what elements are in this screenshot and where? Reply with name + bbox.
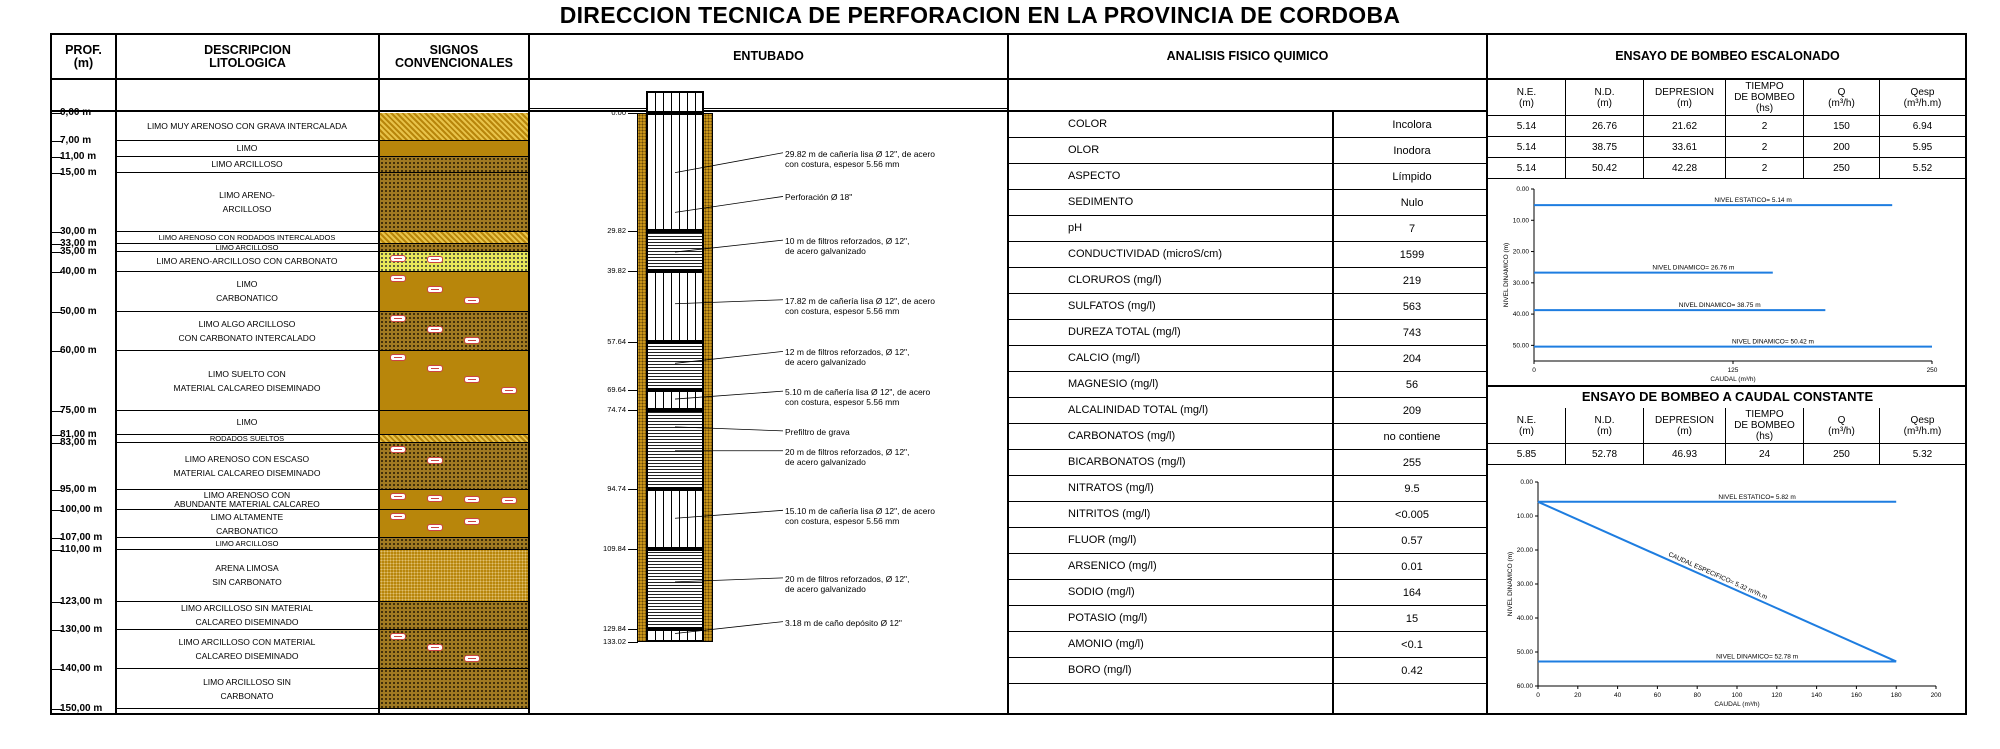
analysis-value: 209	[1402, 405, 1422, 417]
carbonate-nodule-icon	[427, 524, 443, 531]
depth-label: 11,00 m	[60, 150, 97, 162]
lithology-layer: LIMO ARCILLOSO	[116, 538, 378, 550]
carbonate-nodule-icon	[390, 446, 406, 453]
analysis-row	[1008, 164, 1486, 190]
lithology-layer: RODADOS SUELTOS	[116, 435, 378, 443]
pump-col-header: N.D. (m)	[1566, 80, 1644, 116]
pump-cell: 250	[1804, 158, 1880, 179]
carbonate-nodule-icon	[501, 387, 517, 394]
lithology-symbol	[380, 244, 528, 252]
depth-label: 107,00 m	[60, 532, 103, 544]
casing-note: 20 m de filtros reforzados, Ø 12", de acero galvanizado	[785, 446, 910, 467]
chart-xtick-label: 180	[1890, 692, 1902, 699]
analysis-parameter: COLOR	[1068, 118, 1108, 130]
analysis-row	[1008, 216, 1486, 242]
pump-col-header: N.E. (m)	[1488, 408, 1566, 444]
casing-depth-label: 0.00	[611, 108, 626, 117]
leader-line	[675, 351, 783, 363]
depth-label: 123,00 m	[60, 595, 103, 607]
analysis-value: 563	[1402, 301, 1422, 313]
pump-cell: 5.52	[1880, 158, 1966, 179]
lithology-symbol	[380, 630, 528, 670]
analysis-row	[1008, 450, 1486, 476]
analysis-row	[1008, 268, 1486, 294]
analysis-value: 0.01	[1401, 561, 1423, 573]
chart-line-label: NIVEL DINAMICO= 38.75 m	[1678, 302, 1761, 310]
carbonate-nodule-icon	[427, 365, 443, 372]
lithology-symbol	[380, 351, 528, 411]
pump-cell: 42.28	[1644, 158, 1726, 179]
leader-line	[675, 153, 783, 173]
chart-xlabel: CAUDAL (m³/h)	[1714, 701, 1760, 708]
leader-line	[675, 391, 783, 399]
chart-ytick-label: 10.00	[1512, 217, 1529, 225]
chart-ytick-label: 30.00	[1512, 279, 1529, 287]
analysis-parameter: CARBONATOS (mg/l)	[1068, 430, 1176, 442]
depth-label: 0,00 m	[60, 107, 92, 118]
lithology-symbol	[380, 550, 528, 602]
leader-line	[675, 240, 783, 252]
divider	[528, 33, 530, 715]
carbonate-nodule-icon	[464, 518, 480, 525]
lithology-symbol	[380, 232, 528, 244]
chart-xtick-label: 20	[1574, 692, 1582, 699]
lithology-layer: LIMO ALGO ARCILLOSO CON CARBONATO INTERCALADO	[116, 312, 378, 352]
pump-cell: 150	[1804, 116, 1880, 137]
analysis-parameter: FLUOR (mg/l)	[1068, 534, 1137, 546]
leader-line	[675, 196, 783, 212]
pump-cell: 26.76	[1566, 116, 1644, 137]
chart-xtick-label: 140	[1811, 692, 1823, 699]
analysis-parameter: CONDUCTIVIDAD (microS/cm)	[1068, 248, 1222, 260]
depth-label: 30,00 m	[60, 226, 97, 238]
casing-depth-tick	[628, 390, 638, 391]
depth-label: 50,00 m	[60, 305, 97, 317]
analysis-row	[1008, 112, 1486, 138]
casing-note: 15.10 m de cañería lisa Ø 12", de acero con costura, espesor 5.56 mm	[785, 506, 935, 527]
step-test-chart	[1488, 183, 1966, 383]
depth-label: 35,00 m	[60, 246, 97, 258]
carbonate-nodule-icon	[427, 495, 443, 502]
analysis-parameter: OLOR	[1068, 144, 1100, 156]
carbonate-nodule-icon	[390, 354, 406, 361]
depth-label: 83,00 m	[60, 436, 97, 448]
analysis-parameter: pH	[1068, 222, 1083, 234]
analysis-row	[1008, 502, 1486, 528]
chart-xlabel: CAUDAL (m³/h)	[1710, 376, 1756, 383]
leader-line	[675, 427, 783, 431]
casing-depth-label: 109.84	[603, 544, 626, 554]
lithology-symbol	[380, 173, 528, 233]
pump-col-header: Q (m³/h)	[1804, 408, 1880, 444]
pump-cell: 21.62	[1644, 116, 1726, 137]
analysis-value: 219	[1402, 275, 1422, 287]
casing-depth-tick	[628, 113, 638, 114]
lithology-symbol	[380, 113, 528, 141]
lithology-layer: LIMO ARCILLOSO SIN CARBONATO	[116, 669, 378, 709]
analysis-parameter: CALCIO (mg/l)	[1068, 352, 1141, 364]
pump-cell: 200	[1804, 137, 1880, 158]
casing-depth-tick	[628, 231, 638, 232]
analysis-value: <0.005	[1395, 509, 1429, 521]
pump-cell: 2	[1726, 116, 1804, 137]
chart-ylabel: NIVEL DINAMICO (m)	[1503, 242, 1510, 308]
analysis-value: 0.42	[1401, 665, 1423, 677]
chart-xtick-label: 120	[1771, 692, 1783, 699]
analysis-row	[1008, 528, 1486, 554]
analysis-parameter: NITRATOS (mg/l)	[1068, 482, 1154, 494]
analysis-value: no contiene	[1383, 431, 1441, 443]
chart-line-label: NIVEL ESTATICO= 5.82 m	[1718, 493, 1796, 501]
chart-xtick-label: 200	[1930, 692, 1942, 699]
analysis-row	[1008, 190, 1486, 216]
analysis-parameter: AMONIO (mg/l)	[1068, 638, 1144, 650]
analysis-row	[1008, 242, 1486, 268]
casing-note: 29.82 m de cañería lisa Ø 12", de acero con costura, espesor 5.56 mm	[785, 148, 935, 169]
casing-depth-label: 39.82	[607, 266, 626, 276]
depth-label: 110,00 m	[60, 544, 102, 556]
chart-line-label: NIVEL DINAMICO= 26.76 m	[1652, 264, 1735, 272]
carbonate-nodule-icon	[464, 376, 480, 383]
carbonate-nodule-icon	[464, 655, 480, 662]
carbonate-nodule-icon	[390, 255, 406, 262]
depth-label: 81,00 m	[60, 428, 97, 440]
lithology-symbol	[380, 141, 528, 157]
depth-label: 33,00 m	[60, 238, 97, 250]
analysis-row	[1008, 138, 1486, 164]
chart-line-label: NIVEL DINAMICO= 52.78 m	[1716, 653, 1799, 661]
analysis-parameter: POTASIO (mg/l)	[1068, 612, 1148, 624]
lithology-layer: LIMO ARENOSO CON RODADOS INTERCALADOS	[116, 232, 378, 244]
casing-note: 17.82 m de cañería lisa Ø 12", de acero con costura, espesor 5.56 mm	[785, 295, 935, 316]
pump-cell: 50.42	[1566, 158, 1644, 179]
casing-depth-tick	[628, 549, 638, 550]
pump-cell: 38.75	[1566, 137, 1644, 158]
leader-line	[675, 300, 783, 304]
analysis-value: Límpido	[1392, 171, 1432, 183]
chart-xtick-label: 125	[1727, 367, 1739, 374]
pump-cell: 250	[1804, 444, 1880, 465]
lithology-symbol	[380, 602, 528, 630]
analysis-row	[1008, 606, 1486, 632]
casing-depth-tick	[628, 342, 638, 343]
depth-label: 130,00 m	[60, 623, 103, 635]
analysis-value: Incolora	[1392, 119, 1432, 131]
casing-note: Perforación Ø 18"	[785, 192, 853, 203]
leader-line	[675, 578, 783, 582]
pump-cell: 5.14	[1488, 116, 1566, 137]
pump-col-header: Q (m³/h)	[1804, 80, 1880, 116]
depth-label: 150,00 m	[60, 703, 103, 714]
analysis-row	[1008, 632, 1486, 658]
lithology-layer: ARENA LIMOSA SIN CARBONATO	[116, 550, 378, 602]
leader-line	[675, 622, 783, 634]
pump-cell: 5.85	[1488, 444, 1566, 465]
analysis-row	[1008, 346, 1486, 372]
analysis-parameter: NITRITOS (mg/l)	[1068, 508, 1151, 520]
carbonate-nodule-icon	[427, 326, 443, 333]
carbonate-nodule-icon	[464, 496, 480, 503]
pump-cell: 2	[1726, 158, 1804, 179]
analysis-value: 743	[1402, 327, 1422, 339]
header-entubado: ENTUBADO	[733, 49, 804, 63]
casing-depth-tick	[628, 271, 638, 272]
analysis-parameter: SEDIMENTO	[1068, 196, 1134, 208]
analysis-value: 255	[1402, 457, 1422, 469]
carbonate-nodule-icon	[464, 337, 480, 344]
lithology-symbol	[380, 510, 528, 538]
analysis-parameter: SODIO (mg/l)	[1068, 586, 1135, 598]
analysis-value: 164	[1402, 587, 1422, 599]
depth-label: 140,00 m	[60, 663, 103, 675]
chart-ytick-label: 30.00	[1516, 581, 1533, 588]
casing-depth-tick	[628, 629, 638, 630]
lithology-symbol	[380, 252, 528, 272]
leader-line	[675, 510, 783, 518]
header-descripcion: DESCRIPCION LITOLOGICA	[204, 42, 291, 70]
analysis-parameter: ARSENICO (mg/l)	[1068, 560, 1157, 572]
lithology-layer: LIMO MUY ARENOSO CON GRAVA INTERCALADA	[116, 113, 378, 141]
pump-cell: 5.14	[1488, 158, 1566, 179]
casing-note: 5.10 m de cañería lisa Ø 12", de acero con costura, espesor 5.56 mm	[785, 387, 931, 408]
analysis-parameter: MAGNESIO (mg/l)	[1068, 378, 1159, 390]
casing-depth-tick	[628, 489, 638, 490]
chart-ytick-label: 0.00	[1520, 479, 1533, 486]
chart-ytick-label: 40.00	[1512, 311, 1529, 319]
casing-depth-label: 129.84	[603, 623, 626, 633]
lithology-layer: LIMO ARCILLOSO CON MATERIAL CALCAREO DISEMINADO	[116, 630, 378, 670]
analysis-value: 204	[1402, 353, 1422, 365]
depth-label: 40,00 m	[60, 265, 97, 277]
chart-ytick-label: 60.00	[1516, 683, 1533, 690]
analysis-row	[1008, 320, 1486, 346]
chart-ytick-label: 20.00	[1512, 248, 1529, 256]
analysis-row	[1008, 424, 1486, 450]
carbonate-nodule-icon	[390, 315, 406, 322]
lithology-symbol	[380, 272, 528, 312]
casing-note: Prefiltro de grava	[785, 426, 850, 437]
carbonate-nodule-icon	[427, 256, 443, 263]
casing-depth-tick	[628, 410, 638, 411]
casing-note: 20 m de filtros reforzados, Ø 12", de acero galvanizado	[785, 573, 910, 594]
casing-depth-label: 57.64	[607, 337, 626, 347]
lithology-layer: LIMO ARENO-ARCILLOSO CON CARBONATO	[116, 252, 378, 272]
depth-label: 60,00 m	[60, 345, 97, 357]
casing-depth-label: 94.74	[607, 484, 626, 494]
analysis-value: Inodora	[1393, 145, 1431, 157]
pump-col-header: TIEMPO DE BOMBEO (hs)	[1726, 80, 1804, 116]
pump-col-header: N.D. (m)	[1566, 408, 1644, 444]
carbonate-nodule-icon	[427, 286, 443, 293]
analysis-parameter: SULFATOS (mg/l)	[1068, 300, 1156, 312]
lithology-symbol	[380, 411, 528, 435]
pump-col-header: TIEMPO DE BOMBEO (hs)	[1726, 408, 1804, 444]
analysis-row	[1008, 398, 1486, 424]
analysis-value: <0.1	[1401, 639, 1423, 651]
chart-line-label: NIVEL ESTATICO= 5.14 m	[1714, 197, 1792, 205]
analysis-parameter: BICARBONATOS (mg/l)	[1068, 456, 1186, 468]
lithology-symbol	[380, 443, 528, 491]
header-signos: SIGNOS CONVENCIONALES	[394, 42, 514, 70]
chart-ytick-label: 10.00	[1516, 513, 1533, 520]
header-escalonado: ENSAYO DE BOMBEO ESCALONADO	[1615, 49, 1840, 63]
analysis-value: 1599	[1399, 249, 1425, 261]
lithology-layer: LIMO	[116, 141, 378, 157]
chart-ytick-label: 50.00	[1512, 342, 1529, 350]
chart-xtick-label: 160	[1850, 692, 1862, 699]
depth-label: 75,00 m	[60, 405, 97, 416]
header-prof: PROF. (m)	[65, 42, 102, 70]
chart-xtick-label: 80	[1693, 692, 1701, 699]
casing-depth-tick	[628, 642, 638, 643]
chart-ylabel: NIVEL DINAMICO (m)	[1507, 551, 1514, 617]
chart-ytick-label: 0.00	[1516, 186, 1529, 193]
casing-depth-label: 69.64	[607, 384, 626, 394]
analysis-value: 15	[1405, 613, 1419, 625]
page-title: DIRECCION TECNICA DE PERFORACION EN LA PROVINCIA DE CORDOBA	[559, 2, 1401, 28]
carbonate-nodule-icon	[390, 275, 406, 282]
pump-col-header: N.E. (m)	[1488, 80, 1566, 116]
pump-cell: 33.61	[1644, 137, 1726, 158]
casing-note: 12 m de filtros reforzados, Ø 12", de acero galvanizado	[785, 347, 910, 368]
analysis-row	[1008, 580, 1486, 606]
depth-label: 7,00 m	[60, 134, 92, 146]
depth-label: 15,00 m	[60, 166, 97, 178]
lithology-layer: LIMO ARCILLOSO	[116, 244, 378, 252]
depth-label: 95,00 m	[60, 484, 97, 496]
pump-cell: 2	[1726, 137, 1804, 158]
casing-depth-label: 29.82	[607, 226, 626, 236]
carbonate-nodule-icon	[390, 493, 406, 500]
lithology-layer: LIMO ARCILLOSO SIN MATERIAL CALCAREO DISEMINADO	[116, 602, 378, 630]
carbonate-nodule-icon	[501, 497, 517, 504]
analysis-parameter: ASPECTO	[1068, 170, 1121, 182]
carbonate-nodule-icon	[464, 297, 480, 304]
chart-xtick-label: 100	[1731, 692, 1743, 699]
pump-col-header: DEPRESION (m)	[1644, 408, 1726, 444]
chart-xtick-label: 0	[1536, 692, 1540, 699]
chart-xtick-label: 60	[1653, 692, 1662, 699]
analysis-value: 56	[1405, 379, 1419, 391]
analysis-row	[1008, 476, 1486, 502]
carbonate-nodule-icon	[390, 633, 406, 640]
lithology-layer: LIMO SUELTO CON MATERIAL CALCAREO DISEMINADO	[116, 351, 378, 411]
carbonate-nodule-icon	[427, 457, 443, 464]
pump-cell: 5.32	[1880, 444, 1966, 465]
casing-depth-label: 74.74	[607, 404, 626, 414]
constant-test-title: ENSAYO DE BOMBEO A CAUDAL CONSTANTE	[1581, 389, 1874, 404]
lithology-layer: LIMO	[116, 411, 378, 435]
chart-specific-flow-line	[1538, 502, 1896, 662]
lithology-symbol	[380, 157, 528, 173]
chart-xtick-label: 40	[1613, 692, 1622, 699]
carbonate-nodule-icon	[427, 644, 443, 651]
pump-cell: 5.14	[1488, 137, 1566, 158]
chart-line-label: NIVEL DINAMICO= 50.42 m	[1732, 338, 1814, 346]
analysis-row	[1008, 294, 1486, 320]
pump-col-header: Qesp (m³/h.m)	[1880, 80, 1966, 116]
pump-cell: 46.93	[1644, 444, 1726, 465]
pump-cell: 24	[1726, 444, 1804, 465]
lithology-layer: LIMO ALTAMENTE CARBONATICO	[116, 510, 378, 538]
constant-test-chart	[1488, 474, 1966, 714]
analysis-row	[1008, 554, 1486, 580]
analysis-parameter: DUREZA TOTAL (mg/l)	[1068, 326, 1181, 338]
analysis-parameter: BORO (mg/l)	[1068, 664, 1132, 676]
pump-cell: 52.78	[1566, 444, 1644, 465]
analysis-parameter: ALCALINIDAD TOTAL (mg/l)	[1068, 404, 1209, 416]
lithology-symbol	[380, 538, 528, 550]
pump-col-header: Qesp (m³/h.m)	[1880, 408, 1966, 444]
lithology-layer: LIMO ARENOSO CON ESCASO MATERIAL CALCAREO DISEMINADO	[116, 443, 378, 491]
chart-xtick-label: 250	[1926, 367, 1938, 374]
lithology-layer: LIMO CARBONATICO	[116, 272, 378, 312]
analysis-value: 9.5	[1404, 483, 1420, 495]
pump-cell: 6.94	[1880, 116, 1966, 137]
analysis-row	[1008, 372, 1486, 398]
pump-cell: 5.95	[1880, 137, 1966, 158]
lithology-layer: LIMO ARCILLOSO	[116, 157, 378, 173]
casing-depth-label: 133.02	[603, 636, 626, 646]
header-analisis: ANALISIS FISICO QUIMICO	[1166, 49, 1329, 63]
chart-ytick-label: 40.00	[1516, 615, 1533, 622]
lithology-layer: LIMO ARENO- ARCILLOSO	[116, 173, 378, 233]
casing-note: 3.18 m de caño depósito Ø 12"	[785, 617, 902, 628]
analysis-parameter: CLORUROS (mg/l)	[1068, 274, 1162, 286]
analysis-value: 0.57	[1401, 535, 1423, 547]
chart-diagonal-label: CAUDAL ESPECIFICO= 5.32 m³/h.m	[1667, 551, 1769, 602]
carbonate-nodule-icon	[390, 513, 406, 520]
lithology-layer: LIMO ARENOSO CON ABUNDANTE MATERIAL CALCAREO	[116, 490, 378, 510]
casing-note: 10 m de filtros reforzados, Ø 12", de acero galvanizado	[785, 236, 910, 257]
lithology-symbol	[380, 312, 528, 352]
analysis-value: Nulo	[1400, 197, 1424, 209]
lithology-symbol	[380, 669, 528, 709]
analysis-row	[1008, 658, 1486, 684]
chart-ytick-label: 20.00	[1516, 547, 1533, 554]
analysis-value: 7	[1408, 223, 1416, 235]
chart-ytick-label: 50.00	[1516, 649, 1533, 656]
lithology-symbol	[380, 435, 528, 443]
lithology-symbol	[380, 490, 528, 510]
chart-xtick-label: 0	[1532, 367, 1536, 374]
section-rule	[1486, 385, 1967, 387]
pump-col-header: DEPRESION (m)	[1644, 80, 1726, 116]
depth-label: 100,00 m	[60, 504, 103, 516]
